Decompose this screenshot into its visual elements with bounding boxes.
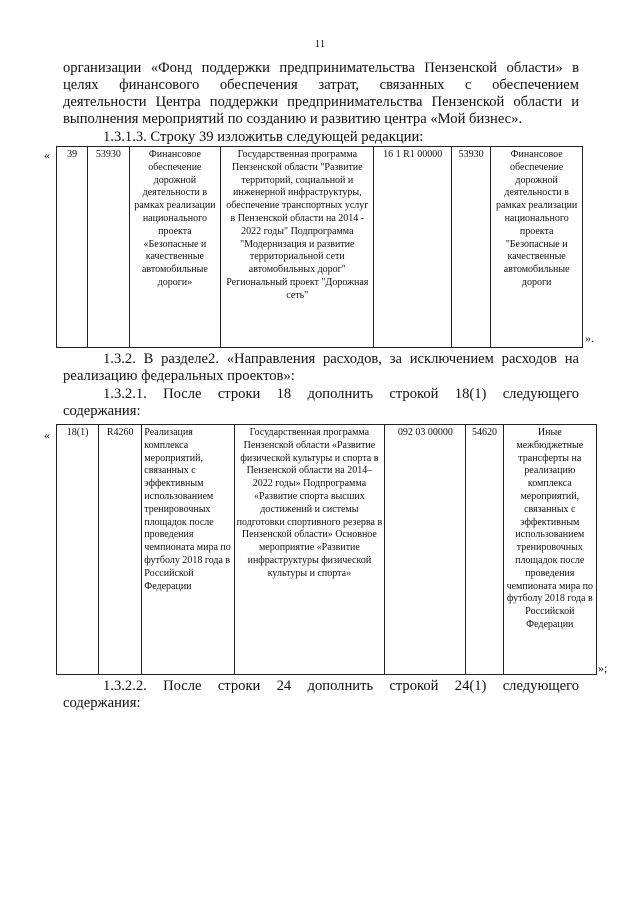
item-1-3-2	[63, 351, 579, 385]
item-1-3-2-1-line: содержания:	[63, 403, 141, 419]
cell-expense-name: Финансовое обеспечение дорожной деятельности в рамках реализации национального проекта «Безопасные и качественные автомобильные дороги»	[129, 147, 221, 348]
table1-open-quote: «	[44, 148, 50, 162]
intro-line: деятельности Центра поддержки предпринимательства Пензенской области и	[63, 94, 579, 110]
table2-close-quote: »;	[598, 661, 608, 675]
cell-code: R4260	[99, 425, 142, 675]
intro-line: целях финансового обеспечения затрат, связанных с обеспечением	[63, 77, 579, 93]
cell-expense-type: 53930	[451, 147, 490, 348]
table1-close-quote: ».	[585, 331, 594, 345]
intro-paragraph	[63, 60, 579, 128]
item-1-3-2-1	[63, 386, 579, 420]
cell-target-article: 16 1 R1 00000	[374, 147, 452, 348]
cell-expense-name: Реализация комплекса мероприятий, связанных с эффективным использованием тренировочных площадок после проведения чемпионата мира по футболу 2018 года в Российской Федерации	[142, 425, 234, 675]
item-1-3-1-3-text: 1.3.1.3. Строку 39 изложитьв следующей редакции:	[103, 129, 424, 145]
table-row	[57, 147, 583, 348]
cell-direction: Иные межбюджетные трансферты на реализацию комплекса мероприятий, связанных с эффективным использованием тренировочных площадок после проведения чемпионата мира по футболу 2018 года в Российской Федерации	[503, 425, 596, 675]
cell-row-number: 39	[57, 147, 88, 348]
cell-row-number: 18(1)	[57, 425, 99, 675]
cell-program: Государственная программа Пензенской области "Развитие территорий, социальной и инженерной инфраструктуры, обеспечение транспортных услуг в Пензенской области на 2014 - 2022 годы" Подпрограмма "Модернизация и развитие территориальной сети автомобильных дорог" Региональный проект "Дорожная сеть"	[221, 147, 374, 348]
page-number: 11	[314, 38, 326, 50]
cell-expense-type: 54620	[466, 425, 503, 675]
item-1-3-2-2-line: содержания:	[63, 695, 141, 711]
item-1-3-2-2-line: 1.3.2.2. После строки 24 дополнить строкой 24(1) следующего	[103, 678, 579, 694]
table-row	[57, 425, 597, 675]
intro-line: выполнения мероприятий по созданию и развитию центра «Мой бизнес».	[63, 111, 523, 127]
cell-target-article: 092 03 00000	[385, 425, 466, 675]
table-row-18-1	[56, 424, 597, 675]
cell-program: Государственная программа Пензенской области «Развитие физической культуры и спорта в Пензенской области на 2014–2022 годы» Подпрограмма «Развитие спорта высших достижений и системы подготовки спортивного резерва в Пензенской области» Основное мероприятие «Развитие инфраструктуры физической культуры и спорта»	[234, 425, 385, 675]
table2-open-quote: «	[44, 428, 50, 442]
item-1-3-2-line: реализацию федеральных проектов»:	[63, 368, 295, 384]
item-1-3-2-line: 1.3.2. В разделе2. «Направления расходов, за исключением расходов на	[103, 351, 579, 367]
item-1-3-2-1-line: 1.3.2.1. После строки 18 дополнить строкой 18(1) следующего	[103, 386, 579, 402]
table-row-39	[56, 146, 583, 348]
cell-direction: Финансовое обеспечение дорожной деятельности в рамках реализации национального проекта "Безопасные и качественные автомобильные дороги	[491, 147, 583, 348]
cell-code: 53930	[88, 147, 129, 348]
item-1-3-1-3	[63, 129, 579, 146]
intro-line: организации «Фонд поддержки предпринимательства Пензенской области» в	[63, 60, 579, 76]
item-1-3-2-2	[63, 678, 579, 712]
